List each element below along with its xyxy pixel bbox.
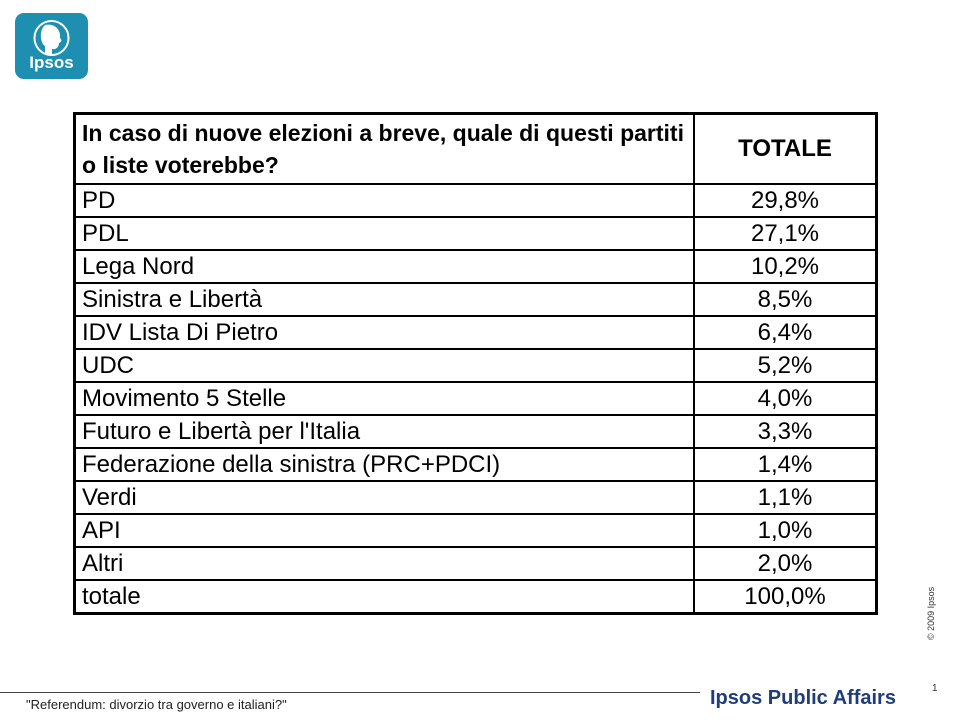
footer-divider	[0, 692, 700, 693]
party-label: Movimento 5 Stelle	[75, 382, 695, 415]
party-value: 5,2%	[694, 349, 877, 382]
brand-name: Ipsos Public Affairs	[710, 687, 896, 709]
party-value: 10,2%	[694, 250, 877, 283]
total-column-header: TOTALE	[694, 114, 877, 185]
table-row	[75, 448, 877, 481]
party-label: UDC	[75, 349, 695, 382]
results-table	[73, 112, 878, 615]
copyright-notice: © 2009 Ipsos	[926, 586, 936, 640]
total-label: totale	[75, 580, 695, 614]
party-label: Sinistra e Libertà	[75, 283, 695, 316]
total-value: 100,0%	[694, 580, 877, 614]
party-label: API	[75, 514, 695, 547]
table-row	[75, 283, 877, 316]
party-label: Federazione della sinistra (PRC+PDCI)	[75, 448, 695, 481]
party-value: 4,0%	[694, 382, 877, 415]
party-label: PDL	[75, 217, 695, 250]
party-value: 8,5%	[694, 283, 877, 316]
party-label: IDV Lista Di Pietro	[75, 316, 695, 349]
footer-title: "Referendum: divorzio tra governo e italiani?"	[26, 697, 287, 712]
party-label: Lega Nord	[75, 250, 695, 283]
party-label: Altri	[75, 547, 695, 580]
party-label: PD	[75, 184, 695, 217]
table-row-total	[75, 580, 877, 614]
party-label: Futuro e Libertà per l'Italia	[75, 415, 695, 448]
party-value: 6,4%	[694, 316, 877, 349]
table-row	[75, 250, 877, 283]
table-row	[75, 184, 877, 217]
table-row	[75, 217, 877, 250]
table-row	[75, 316, 877, 349]
party-value: 1,1%	[694, 481, 877, 514]
question-header: In caso di nuove elezioni a breve, quale di questi partiti o liste voterebbe?	[75, 114, 695, 185]
party-value: 2,0%	[694, 547, 877, 580]
table-row	[75, 481, 877, 514]
party-value: 1,0%	[694, 514, 877, 547]
table-row	[75, 415, 877, 448]
table-row	[75, 349, 877, 382]
table-header-row	[75, 114, 877, 185]
party-value: 1,4%	[694, 448, 877, 481]
party-value: 3,3%	[694, 415, 877, 448]
logo-text: Ipsos	[29, 53, 74, 72]
party-value: 29,8%	[694, 184, 877, 217]
party-label: Verdi	[75, 481, 695, 514]
table-row	[75, 382, 877, 415]
page-number: 1	[932, 683, 938, 694]
table-row	[75, 514, 877, 547]
party-value: 27,1%	[694, 217, 877, 250]
ipsos-logo	[15, 13, 88, 79]
table-row	[75, 547, 877, 580]
